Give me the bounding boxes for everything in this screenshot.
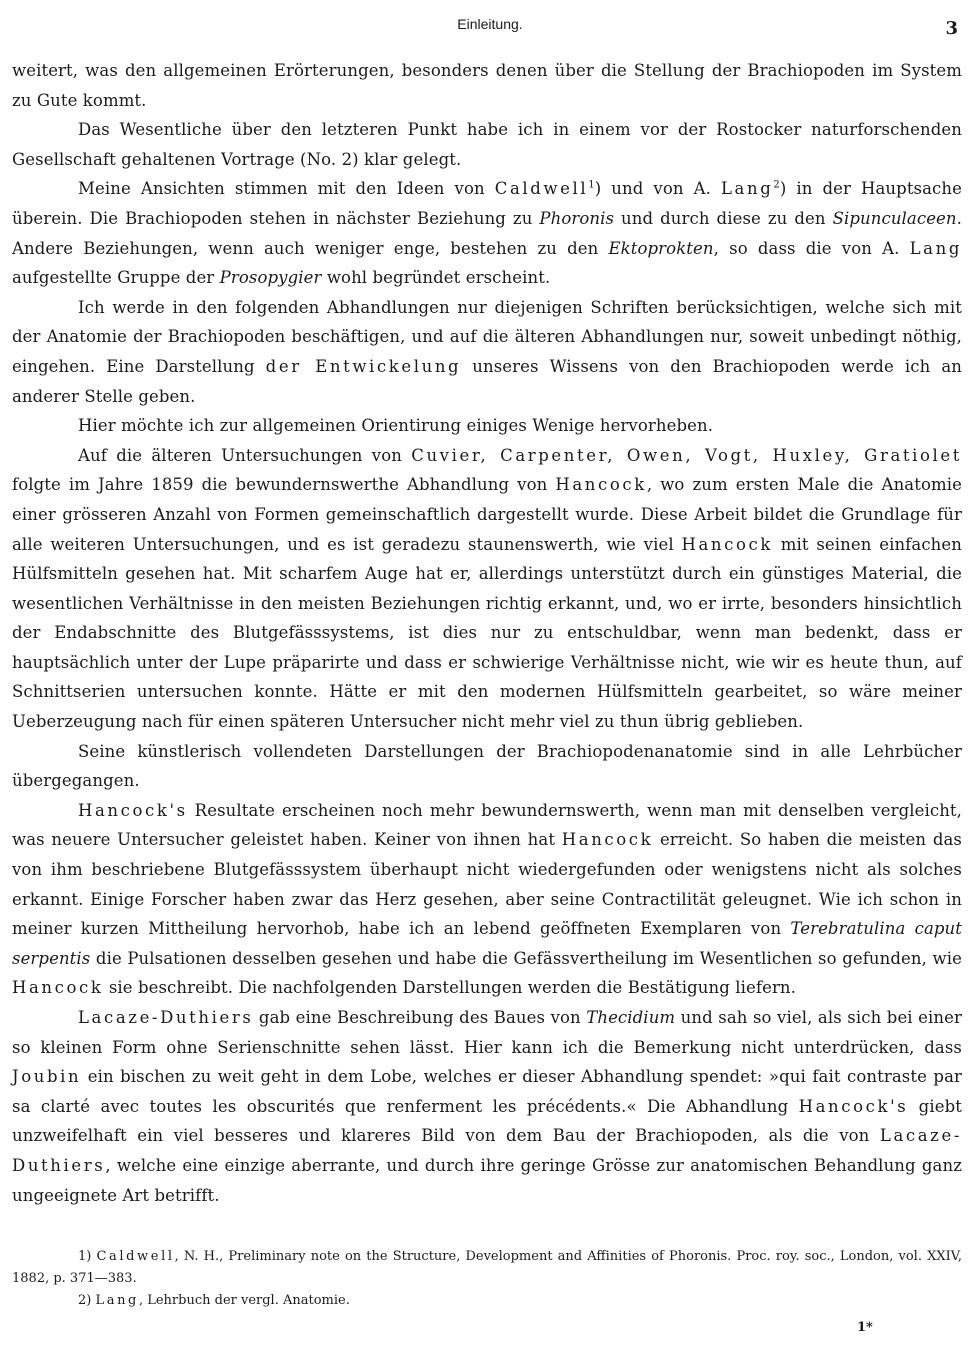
taxon-name: Phoronis [539, 208, 615, 228]
footnote-ref: 1 [588, 179, 595, 191]
paragraph-5: Hier möchte ich zur allgemeinen Orientirung einiges Wenige hervorheben. [78, 416, 714, 436]
author-name: Hancock's [798, 1096, 909, 1116]
author-name: Hancock [12, 978, 104, 998]
author-names: Cuvier, Carpenter, Owen, Vogt, Huxley, Gratiolet [411, 445, 962, 465]
taxon-name: Ektoprokten [608, 238, 714, 258]
taxon-name: Thecidium [586, 1008, 676, 1027]
paragraph-9: Lacaze-Duthiers gab eine Beschreibung des Baues von Thecidium und sah so viel, als sich bei einer so kleinen Form ohne Serienschnitte sehen lässt. Hier kann ich die Bemerkung nicht unterdrücken, dass Joubin ein bischen zu weit geht in dem Lobe, welches er dieser Abhandlung spendet: »qui fait contraste par sa clarté avec toutes les obscurités que renferment les précédents.« Die Abhandlung Hancock's giebt unzweifelhaft ein viel besseres und klareres Bild von dem Bau der Brachiopoden, als die von Lacaze-Duthiers, welche eine einzige aberrante, und durch ihre geringe Grösse zur anatomischen Behandlung ganz ungeeignete Art betrifft. [12, 1008, 962, 1205]
author-name: Hancock [561, 830, 654, 850]
author-name: Lang [95, 1293, 139, 1308]
footnote-marker: 2) [78, 1293, 92, 1308]
paragraph-7: Seine künstlerisch vollendeten Darstellungen der Brachiopodenanatomie sind in alle Lehrbücher übergegangen. [12, 741, 962, 791]
paragraph-4: Ich werde in den folgenden Abhandlungen nur diejenigen Schriften berücksichtigen, welche sich mit der Anatomie der Brachiopoden beschäftigen, und auf die älteren Abhandlungen nur, soweit unbedingt nöthig, eingehen. Eine Darstellung der Entwickelung unseres Wissens von den Brachiopoden werde ich an anderer Stelle geben. [12, 297, 963, 406]
footnote-1: 1) Caldwell, N. H., Preliminary note on the Structure, Development and Affinities of Phoronis. Proc. roy. soc., London, vol. XXIV, 1882, p. 371—383. [12, 1249, 962, 1286]
author-name: Lacaze-Duthiers [78, 1008, 254, 1027]
paragraph-6: Auf die älteren Untersuchungen von Cuvier, Carpenter, Owen, Vogt, Huxley, Gratiolet folgte im Jahre 1859 die bewundernswerthe Abhandlung von Hancock, wo zum ersten Male die Anatomie einer grösseren Anzahl von Formen gemeinschaftlich dargestellt wurde. Diese Arbeit bildet die Grundlage für alle weiteren Untersuchungen, und es ist geradezu staunenswerth, wie viel Hancock mit seinen einfachen Hülfsmitteln gesehen hat. Mit scharfem Auge hat er, allerdings unterstützt durch ein günstiges Material, die wesentlichen Verhältnisse in den meisten Beziehungen richtig erkannt, und, wo er irrte, besonders hinsichtlich der Endabschnitte des Blutgefässsystems, ist dies nur zu entschuldbar, wenn man bedenkt, dass er hauptsächlich unter der Lupe präparirte und dass er schwierige Verhältnisse nicht, wie wir es heute thun, auf Schnittserien untersuchen konnte. Hätte er mit den modernen Hülfsmitteln gearbeitet, so wäre meiner Ueberzeugung nach für einen späteren Untersucher nicht mehr viel zu thun übrig geblieben. [12, 445, 962, 732]
author-name: Lang [720, 179, 774, 199]
author-name: Caldwell [96, 1249, 175, 1264]
author-name: Hancock [681, 534, 773, 554]
page-number: 3 [945, 18, 958, 39]
paragraph-1: weitert, was den allgemeinen Erörterungen, besonders denen über die Stellung der Brachiopoden im System zu Gute kommt. [12, 61, 962, 110]
running-title: Einleitung. [457, 16, 523, 32]
footnote-ref: 2 [773, 179, 780, 191]
author-name: Lang [909, 238, 962, 258]
taxon-name: Prosopygier [219, 268, 322, 288]
paragraph-8: Hancock's Resultate erscheinen noch mehr bewundernswerth, wenn man mit denselben vergleicht, was neuere Untersucher geleistet haben. Keiner von ihnen hat Hancock erreicht. So haben die meisten das von ihm beschriebene Blutgefässsystem überhaupt nicht wiedergefunden oder wenigstens nicht als solches erkannt. Einige Forscher haben zwar das Herz gesehen, aber seine Contractilität geleugnet. Wie ich schon in meiner kurzen Mittheilung hervorhob, habe ich an lebend geöffneten Exemplaren von Terebratulina caput serpentis die Pulsationen desselben gesehen und habe die Gefässvertheilung im Wesentlichen so gefunden, wie Hancock sie beschreibt. Die nachfolgenden Darstellungen werden die Bestätigung liefern. [12, 800, 962, 998]
body-text [12, 56, 962, 1210]
signature-mark: 1* [857, 1320, 873, 1335]
footnotes [12, 1246, 962, 1312]
author-name: Joubin [12, 1067, 82, 1087]
taxon-name: Terebratulina caput serpentis [12, 919, 962, 968]
paragraph-3: Meine Ansichten stimmen mit den Ideen von Caldwell$^1$) und von A. Lang$^2$) in der Hauptsache überein. Die Brachiopoden stehen in nächster Beziehung zu Phoronis und durch diese zu den Sipunculaceen. Andere Beziehungen, wenn auch weniger enge, bestehen zu den Ektoprokten, so dass die von A. Lang aufgestellte Gruppe der Prosopygier wohl begründet erscheint. [12, 179, 962, 288]
author-name: Hancock [555, 475, 647, 495]
page-header [0, 14, 980, 38]
author-name: Caldwell [494, 179, 589, 199]
footnote-2: 2) Lang, Lehrbuch der vergl. Anatomie. [78, 1293, 350, 1308]
author-name: Lacaze-Duthiers [12, 1126, 962, 1175]
paragraph-2: Das Wesentliche über den letzteren Punkt habe ich in einem vor der Rostocker naturforschenden Gesellschaft gehaltenen Vortrage (No. 2) klar gelegt. [12, 120, 962, 169]
footnote-marker: 1) [78, 1249, 92, 1264]
taxon-name: Sipunculaceen. [832, 208, 962, 228]
emphasis-spaced: der Entwickelung [265, 356, 462, 376]
author-name: Hancock's [78, 800, 188, 820]
